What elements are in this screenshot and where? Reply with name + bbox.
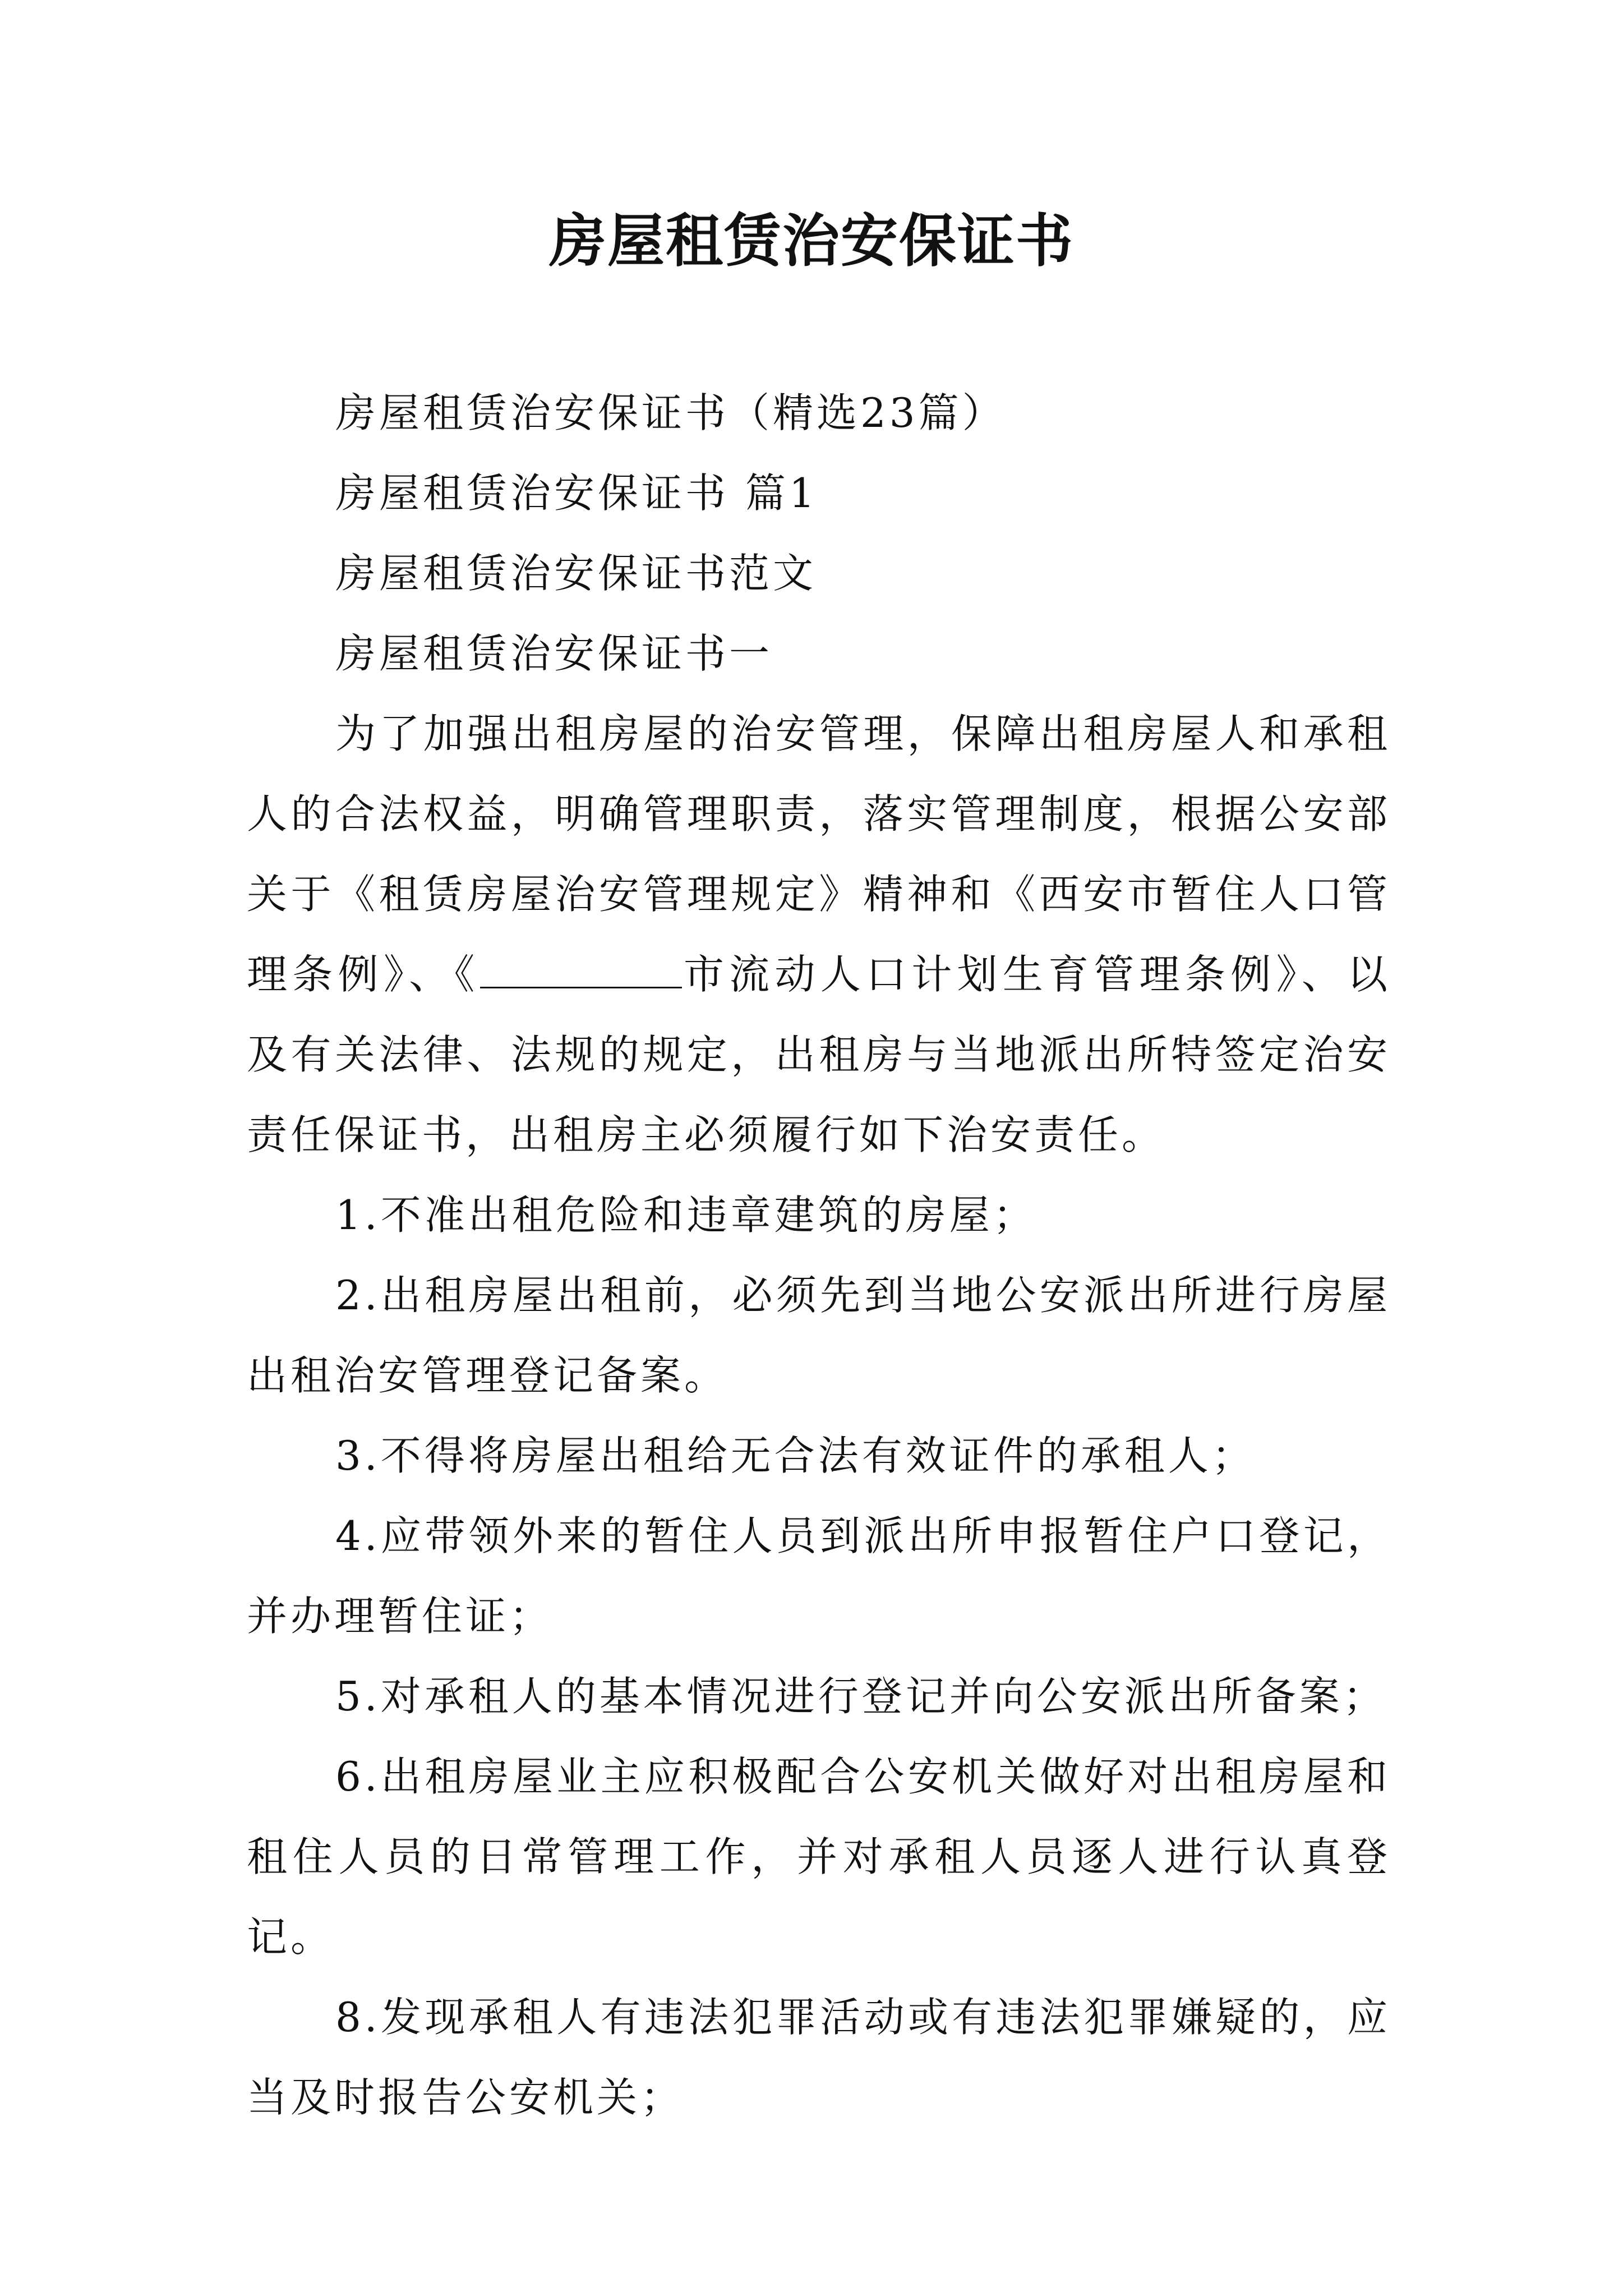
document-body <box>247 373 1391 2138</box>
paragraph: 6.出租房屋业主应积极配合公安机关做好对出租房屋和租住人员的日常管理工作，并对承租人员逐人进行认真登记。 <box>247 1753 1391 1961</box>
paragraph-text: 为了加强出租房屋的治安管理，保障出租房屋人和承租人的合法权益，明确管理职责，落实管理制度，根据公安部关于《租赁房屋治安管理规定》精神和《西安市暂住人口管理条例》、《 <box>247 710 1391 998</box>
paragraph: 3.不得将房屋出租给无合法有效证件的承租人； <box>335 1432 1256 1479</box>
paragraph: 房屋租赁治安保证书 篇1 <box>335 470 818 517</box>
paragraph: 5.对承租人的基本情况进行登记并向公安派出所备案； <box>335 1673 1387 1720</box>
paragraph: 2.出租房屋出租前，必须先到当地公安派出所进行房屋出租治安管理登记备案。 <box>247 1272 1391 1399</box>
fill-in-blank <box>480 953 682 988</box>
paragraph <box>247 694 1391 1175</box>
paragraph: 1.不准出租危险和违章建筑的房屋； <box>335 1191 1037 1239</box>
paragraph: 房屋租赁治安保证书一 <box>335 630 773 677</box>
paragraph: 4.应带领外来的暂住人员到派出所申报暂住户口登记，并办理暂住证； <box>247 1512 1391 1640</box>
paragraph: 房屋租赁治安保证书（精选23篇） <box>335 389 1006 436</box>
paragraph-text: 市流动人口计划生育管理条例》、以及有关法律、法规的规定，出租房与当地派出所特签定治安责任保证书，出租房主必须履行如下治安责任。 <box>247 951 1391 1158</box>
paragraph: 8.发现承租人有违法犯罪活动或有违法犯罪嫌疑的，应当及时报告公安机关； <box>247 1994 1391 2121</box>
document-title: 房屋租赁治安保证书 <box>549 208 1074 275</box>
paragraph: 房屋租赁治安保证书范文 <box>335 550 817 597</box>
